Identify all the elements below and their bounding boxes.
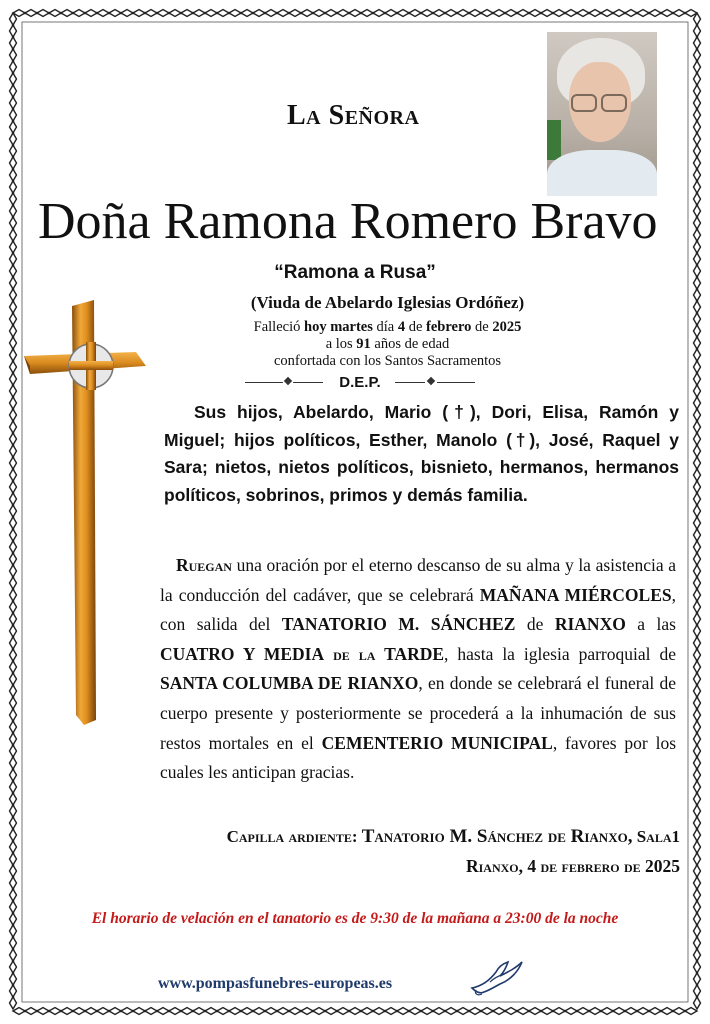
chapel-line: Capilla ardiente: Tanatorio M. Sánchez de Rianxo, Sala1 [226, 826, 680, 847]
dove-icon [468, 958, 524, 998]
portrait-photo [547, 32, 657, 196]
title-prefix: La Señora [287, 100, 420, 131]
nickname: “Ramona a Rusa” [274, 262, 436, 283]
death-line: Falleció hoy martes día 4 de febrero de 2025 [253, 319, 522, 335]
dep-text: D.E.P. [339, 374, 381, 391]
widow-line: (Viuda de Abelardo Iglesias Ordóñez) [250, 293, 525, 312]
schedule-note: El horario de velación en el tanatorio es de 9:30 de la mañana a 23:00 de la noche [91, 910, 619, 927]
sacraments-line: confortada con los Santos Sacramentos [273, 353, 502, 369]
family-paragraph: Sus hijos, Abelardo, Mario (†), Dori, Elisa, Ramón y Miguel; hijos políticos, Esther, Manolo (†), José, Raquel y Sara; nietos, nietos políticos, bisnieto, hermanos, hermanos políticos, sobrinos, primos y demás familia. [164, 402, 679, 505]
deceased-name: Doña Ramona Romero Bravo [38, 193, 658, 250]
cross-icon [24, 300, 150, 725]
age-line: a los 91 años de edad [325, 336, 450, 352]
website-link[interactable]: www.pompasfunebres-europeas.es [158, 975, 393, 992]
request-paragraph: Ruegan una oración por el eterno descanso de su alma y la asistencia a la conducción del cadáver, que se celebrará MAÑANA MIÉRCOLES, con salida del TANATORIO M. SÁNCHEZ de RIANXO a las CUATRO Y MEDIA de la TARDE, hasta la iglesia parroquial de SANTA COLUMBA DE RIANXO, en donde se celebrará el funeral de cuerpo presente y posteriormente se procederá a la inhumación de sus restos mortales en el CEMENTERIO MUNICIPAL, favores por los cuales les anticipan gracias. [160, 555, 676, 783]
dep-divider [245, 374, 475, 392]
place-date: Rianxo, 4 de febrero de 2025 [466, 856, 680, 876]
